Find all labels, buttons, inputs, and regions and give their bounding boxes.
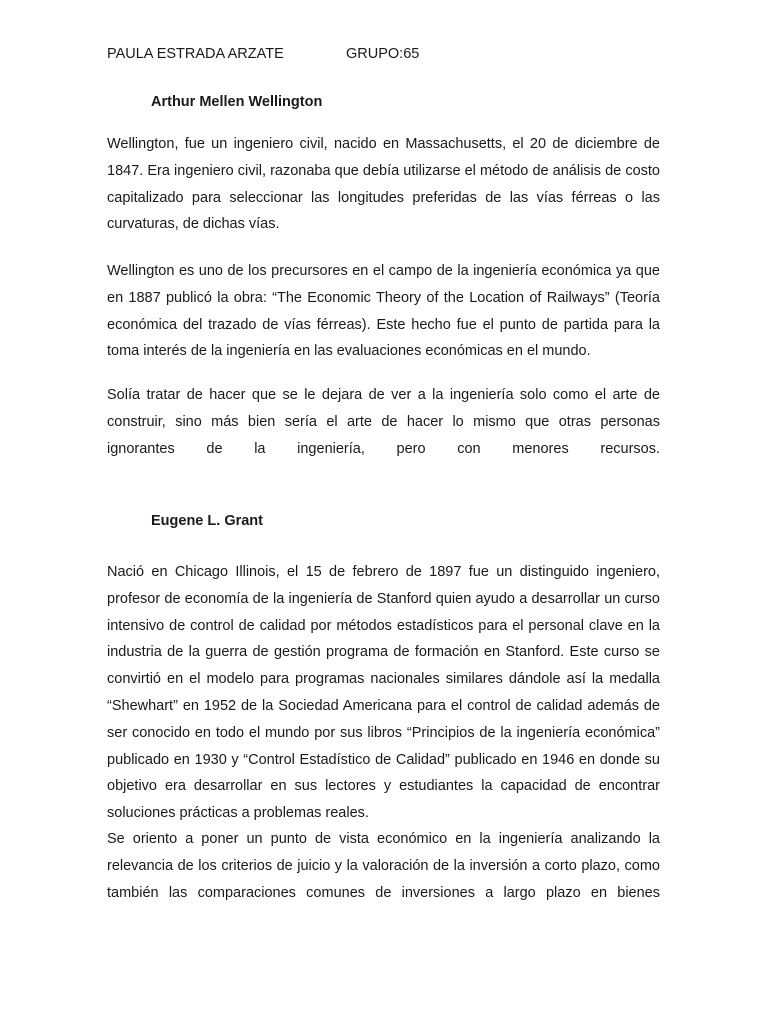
page-header xyxy=(107,44,420,64)
section-heading-wellington: Arthur Mellen Wellington xyxy=(151,94,323,110)
paragraph-wellington-precursor: Wellington es uno de los precursores en el campo de la ingeniería económica ya que en 1887 publicó la obra: “The Economic Theory of the Location of Railways” (Teoría económica del trazado de vías férreas). Este hecho fue el punto de partida para la toma interés de la ingeniería en las evaluaciones económicas en el mundo. xyxy=(107,263,660,360)
paragraph-grant-bio: Nació en Chicago Illinois, el 15 de febrero de 1897 fue un distinguido ingeniero, profesor de economía de la ingeniería de Stanford quien ayudo a desarrollar un curso intensivo de control de calidad por métodos estadísticos para el personal clave en la industria de la guerra de gestión programa de formación en Stanford. Este curso se convirtió en el modelo para programas nacionales similares dándole así la medalla “Shewhart” en 1952 de la Sociedad Americana para el control de calidad además de ser conocido en todo el mundo por sus libros “Principios de la ingeniería económica” publicado en 1930 y “Control Estadístico de Calidad” publicado en 1946 en donde su objetivo era desarrollar en sus lectores y estudiantes la capacidad de encontrar soluciones prácticas a problemas reales. xyxy=(107,564,660,822)
author-name: PAULA ESTRADA ARZATE xyxy=(107,46,284,62)
paragraph-wellington-legacy: Solía tratar de hacer que se le dejara de ver a la ingeniería solo como el arte de construir, sino más bien sería el arte de hacer lo mismo que otras personas ignorantes de la ingeniería, pero con menores recursos. xyxy=(107,387,660,457)
group-number: GRUPO:65 xyxy=(346,46,420,62)
paragraph-grant-approach: Se oriento a poner un punto de vista económico en la ingeniería analizando la relevancia de los criterios de juicio y la valoración de la inversión a corto plazo, como también las comparaciones comunes de inversiones a largo plazo en bienes xyxy=(107,831,660,901)
paragraph-wellington-bio: Wellington, fue un ingeniero civil, nacido en Massachusetts, el 20 de diciembre de 1847. Era ingeniero civil, razonaba que debía utilizarse el método de análisis de costo capitalizado para seleccionar las longitudes preferidas de las vías férreas o las curvaturas, de dichas vías. xyxy=(107,136,660,233)
section-heading-grant: Eugene L. Grant xyxy=(151,513,263,529)
